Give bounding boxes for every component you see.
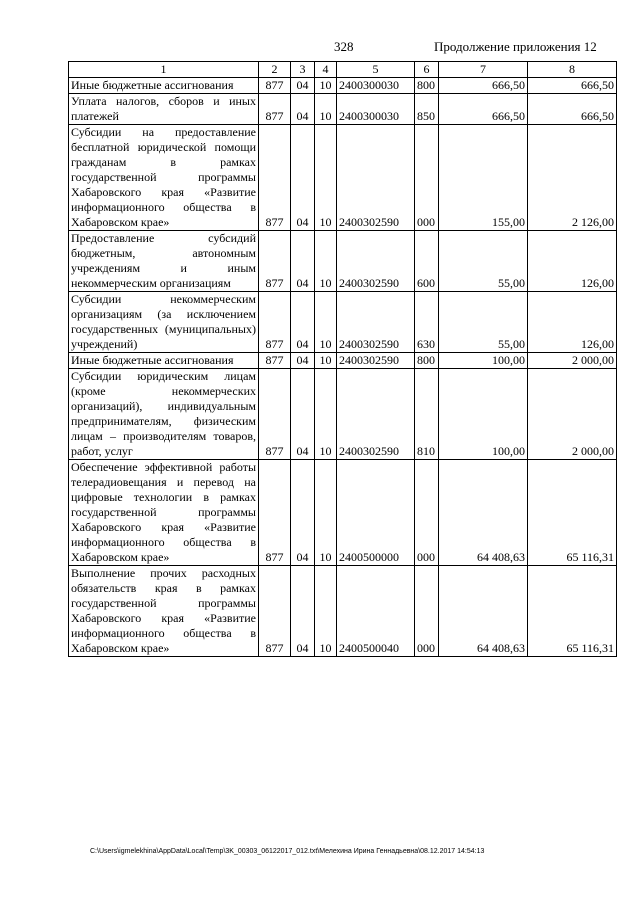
cell-c7: 666,50 xyxy=(439,94,528,125)
cell-c7: 64 408,63 xyxy=(439,460,528,566)
cell-c6: 800 xyxy=(415,78,439,94)
row-name: Субсидии юридическим лицам (кроме некоммерческих организаций), индивидуальным предпринимателям, физическим лицам – производителям товаров, работ, услуг xyxy=(69,369,259,460)
cell-c8: 666,50 xyxy=(528,78,617,94)
cell-c5: 2400300030 xyxy=(337,78,415,94)
file-path-footer: C:\Users\igmelekhina\AppData\Local\Temp\3K_00303_06122017_012.txt\Мелехина Ирина Геннадьевна\08.12.2017 14:54:13 xyxy=(90,848,485,855)
cell-c6: 810 xyxy=(415,369,439,460)
cell-c7: 155,00 xyxy=(439,125,528,231)
cell-c7: 100,00 xyxy=(439,353,528,369)
cell-c4: 10 xyxy=(315,353,337,369)
cell-c6: 630 xyxy=(415,292,439,353)
column-header: 3 xyxy=(291,62,315,78)
cell-c3: 04 xyxy=(291,353,315,369)
column-header: 6 xyxy=(415,62,439,78)
cell-c2: 877 xyxy=(259,125,291,231)
cell-c6: 000 xyxy=(415,460,439,566)
column-header: 4 xyxy=(315,62,337,78)
cell-c4: 10 xyxy=(315,78,337,94)
cell-c2: 877 xyxy=(259,78,291,94)
table-row xyxy=(69,78,617,94)
cell-c5: 2400500000 xyxy=(337,460,415,566)
cell-c8: 65 116,31 xyxy=(528,566,617,657)
cell-c7: 55,00 xyxy=(439,292,528,353)
cell-c5: 2400302590 xyxy=(337,353,415,369)
cell-c6: 000 xyxy=(415,566,439,657)
cell-c2: 877 xyxy=(259,231,291,292)
cell-c5: 2400302590 xyxy=(337,125,415,231)
table-row xyxy=(69,353,617,369)
cell-c3: 04 xyxy=(291,566,315,657)
cell-c8: 2 000,00 xyxy=(528,353,617,369)
cell-c7: 64 408,63 xyxy=(439,566,528,657)
cell-c3: 04 xyxy=(291,78,315,94)
cell-c3: 04 xyxy=(291,292,315,353)
row-name: Уплата налогов, сборов и иных платежей xyxy=(69,94,259,125)
cell-c5: 2400302590 xyxy=(337,292,415,353)
cell-c6: 600 xyxy=(415,231,439,292)
cell-c8: 2 126,00 xyxy=(528,125,617,231)
row-name: Обеспечение эффективной работы телерадиовещания и перевод на цифровые технологии в рамках государственной программы Хабаровского края «Развитие информационного общества в Хабаровском крае» xyxy=(69,460,259,566)
row-name: Выполнение прочих расходных обязательств края в рамках государственной программы Хабаровского края «Развитие информационного общества в Хабаровском крае» xyxy=(69,566,259,657)
cell-c8: 666,50 xyxy=(528,94,617,125)
cell-c2: 877 xyxy=(259,292,291,353)
cell-c7: 666,50 xyxy=(439,78,528,94)
cell-c8: 126,00 xyxy=(528,292,617,353)
table-row xyxy=(69,460,617,566)
cell-c5: 2400302590 xyxy=(337,231,415,292)
cell-c4: 10 xyxy=(315,231,337,292)
cell-c6: 850 xyxy=(415,94,439,125)
column-header: 7 xyxy=(439,62,528,78)
cell-c2: 877 xyxy=(259,460,291,566)
cell-c7: 100,00 xyxy=(439,369,528,460)
table-row xyxy=(69,292,617,353)
cell-c5: 2400302590 xyxy=(337,369,415,460)
row-name: Субсидии некоммерческим организациям (за исключением государственных (муниципальных) учреждений) xyxy=(69,292,259,353)
row-name: Субсидии на предоставление бесплатной юридической помощи гражданам в рамках государственной программы Хабаровского края «Развитие информационного общества в Хабаровском крае» xyxy=(69,125,259,231)
cell-c4: 10 xyxy=(315,460,337,566)
cell-c4: 10 xyxy=(315,125,337,231)
column-header: 8 xyxy=(528,62,617,78)
cell-c5: 2400300030 xyxy=(337,94,415,125)
cell-c5: 2400500040 xyxy=(337,566,415,657)
budget-table xyxy=(68,61,617,657)
cell-c2: 877 xyxy=(259,353,291,369)
cell-c6: 800 xyxy=(415,353,439,369)
cell-c6: 000 xyxy=(415,125,439,231)
cell-c8: 2 000,00 xyxy=(528,369,617,460)
table-row xyxy=(69,94,617,125)
column-header: 5 xyxy=(337,62,415,78)
column-header: 1 xyxy=(69,62,259,78)
cell-c2: 877 xyxy=(259,94,291,125)
cell-c4: 10 xyxy=(315,292,337,353)
table-header-row xyxy=(69,62,617,78)
cell-c4: 10 xyxy=(315,94,337,125)
cell-c4: 10 xyxy=(315,369,337,460)
row-name: Иные бюджетные ассигнования xyxy=(69,353,259,369)
cell-c3: 04 xyxy=(291,125,315,231)
cell-c4: 10 xyxy=(315,566,337,657)
cell-c7: 55,00 xyxy=(439,231,528,292)
table-row xyxy=(69,566,617,657)
column-header: 2 xyxy=(259,62,291,78)
table-row xyxy=(69,231,617,292)
cell-c3: 04 xyxy=(291,231,315,292)
page-number: 328 xyxy=(334,39,354,54)
cell-c3: 04 xyxy=(291,369,315,460)
cell-c2: 877 xyxy=(259,566,291,657)
row-name: Иные бюджетные ассигнования xyxy=(69,78,259,94)
cell-c3: 04 xyxy=(291,460,315,566)
continuation-title: Продолжение приложения 12 xyxy=(434,39,597,54)
row-name: Предоставление субсидий бюджетным, автономным учреждениям и иным некоммерческим организациям xyxy=(69,231,259,292)
cell-c8: 126,00 xyxy=(528,231,617,292)
cell-c8: 65 116,31 xyxy=(528,460,617,566)
table-row xyxy=(69,125,617,231)
table-row xyxy=(69,369,617,460)
cell-c3: 04 xyxy=(291,94,315,125)
cell-c2: 877 xyxy=(259,369,291,460)
